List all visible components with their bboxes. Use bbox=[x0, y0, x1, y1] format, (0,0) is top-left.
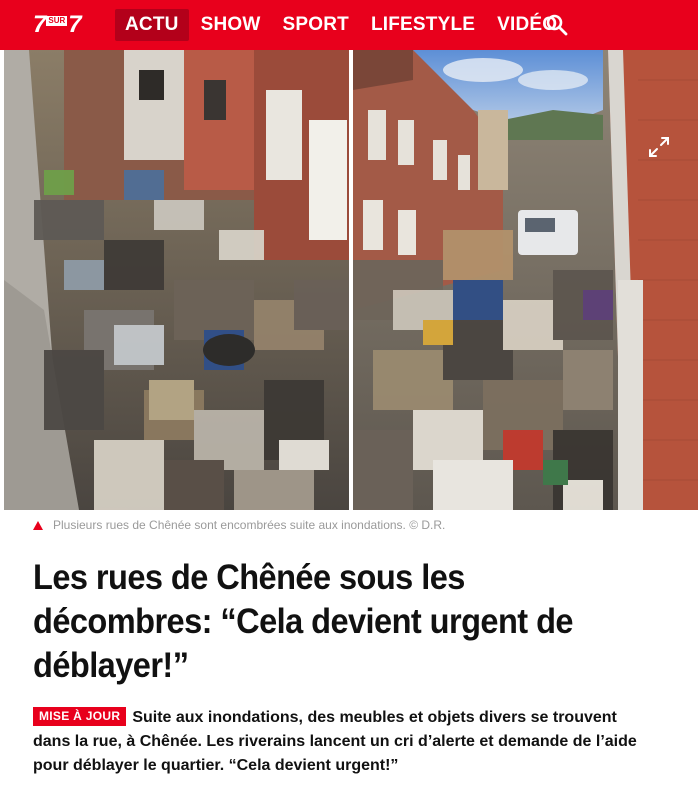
caption-text: Plusieurs rues de Chênée sont encombrées suite aux inondations. © D.R. bbox=[53, 518, 446, 532]
logo-sur: SUR bbox=[48, 16, 66, 25]
nav-item-sport[interactable]: SPORT bbox=[282, 14, 349, 35]
hero-photo-right bbox=[353, 50, 698, 510]
expand-icon[interactable] bbox=[646, 134, 672, 160]
hero-photo-left bbox=[4, 50, 349, 510]
nav-item-video[interactable]: VIDÉO bbox=[497, 14, 558, 35]
hero-image[interactable] bbox=[4, 50, 698, 510]
caption-triangle-icon bbox=[33, 521, 43, 530]
update-badge: MISE À JOUR bbox=[33, 707, 126, 726]
logo-number-right: 7 bbox=[68, 11, 81, 38]
image-caption bbox=[33, 515, 445, 535]
article-lead bbox=[33, 706, 653, 778]
nav-item-actu[interactable]: ACTU bbox=[115, 9, 189, 41]
nav-item-lifestyle[interactable]: LIFESTYLE bbox=[370, 14, 476, 35]
nav-item-show[interactable]: SHOW bbox=[200, 14, 261, 35]
article-headline: Les rues de Chênée sous les décombres: “Cela devient urgent de déblayer!” bbox=[33, 558, 573, 685]
logo-number-left: 7 bbox=[33, 11, 46, 38]
lead-text: Suite aux inondations, des meubles et objets divers se trouvent dans la rue, à Chênée. Les riverains lancent un cri d’alerte et demande de l’aide pour déblayer le quartier. “Cela devient urgent!” bbox=[33, 709, 637, 774]
search-icon[interactable] bbox=[545, 13, 569, 37]
main-nav bbox=[115, 9, 569, 41]
site-logo[interactable] bbox=[33, 11, 81, 39]
top-navbar bbox=[0, 0, 698, 50]
